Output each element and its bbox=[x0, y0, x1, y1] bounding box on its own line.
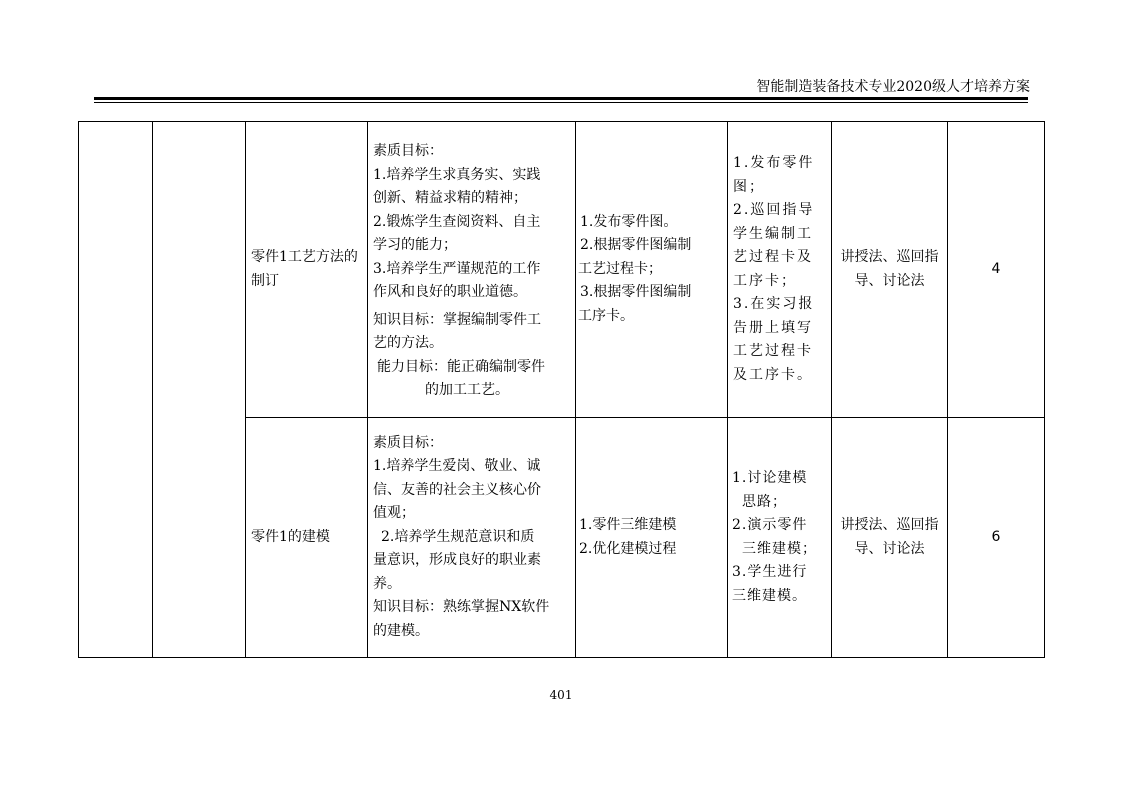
activity-line: 艺过程卡及 bbox=[733, 249, 813, 265]
activity-line: 工序卡； bbox=[733, 272, 797, 289]
objective-line: 量意识，形成良好的职业素 bbox=[373, 552, 541, 569]
objective-line: 知识目标：掌握编制零件工 bbox=[373, 311, 541, 328]
objective-line: 素质目标： bbox=[373, 434, 443, 451]
column-divider bbox=[575, 122, 576, 657]
objective-line: 2.培养学生规范意识和质 bbox=[381, 528, 535, 545]
objective-line: 3.培养学生严谨规范的工作 bbox=[373, 260, 541, 277]
activity-line: 2.巡回指导 bbox=[733, 202, 815, 218]
method-line: 讲授法、巡回指 bbox=[840, 517, 939, 533]
content-line: 3.根据零件图编制 bbox=[580, 284, 692, 301]
course-table bbox=[78, 121, 1045, 658]
table-row-2-content-cell bbox=[579, 418, 727, 657]
objective-line: 的加工工艺。 bbox=[425, 382, 509, 399]
objective-line: 1.培养学生爱岗、敬业、诚 bbox=[373, 458, 541, 475]
activity-line: 三维建模。 bbox=[732, 587, 807, 604]
objective-line: 能力目标：能正确编制零件 bbox=[377, 358, 545, 375]
task-name: 零件1的建模 bbox=[251, 528, 330, 545]
content-line: 2.优化建模过程 bbox=[579, 540, 677, 557]
column-divider bbox=[367, 122, 368, 657]
column-divider bbox=[152, 122, 153, 657]
page-number: 401 bbox=[549, 688, 573, 702]
method-line: 导、讨论法 bbox=[854, 540, 925, 557]
objective-line: 值观； bbox=[373, 505, 415, 522]
objective-line: 艺的方法。 bbox=[373, 335, 443, 352]
header-rule-thin bbox=[94, 102, 1028, 103]
activity-line: 3.在实习报 bbox=[733, 296, 815, 312]
objective-line: 的建模。 bbox=[373, 622, 429, 639]
table-row-2-objectives-cell bbox=[373, 418, 573, 657]
objective-line: 学习的能力； bbox=[373, 237, 457, 254]
task-name: 零件1工艺方法的制订 bbox=[251, 249, 358, 289]
hours-value: 4 bbox=[991, 260, 1001, 277]
table-row-1-objectives-cell bbox=[373, 122, 573, 417]
activity-line: 及工序卡。 bbox=[733, 366, 813, 383]
content-line: 1.发布零件图。 bbox=[580, 213, 678, 230]
activity-line: 三维建模； bbox=[742, 540, 817, 557]
activity-line: 思路； bbox=[742, 493, 787, 510]
table-row-1-activity-cell bbox=[733, 122, 831, 417]
table-row-2-hours-cell bbox=[948, 418, 1044, 657]
objective-line: 2.锻炼学生查阅资料、自主 bbox=[373, 213, 541, 230]
header-rule-thick bbox=[94, 97, 1028, 100]
table-row-1-method-cell bbox=[832, 122, 947, 417]
table-row-1-hours-cell bbox=[948, 122, 1044, 417]
method-line: 讲授法、巡回指 bbox=[840, 249, 939, 265]
table-row-2-name-cell bbox=[251, 418, 367, 657]
objective-line: 创新、精益求精的精神； bbox=[373, 190, 527, 207]
content-line: 工艺过程卡； bbox=[578, 260, 662, 277]
document-header-title: 智能制造装备技术专业2020级人才培养方案 bbox=[756, 79, 1030, 95]
activity-line: 学生编制工 bbox=[733, 225, 813, 242]
objective-line: 作风和良好的职业道德。 bbox=[373, 284, 527, 301]
table-row-1-name-cell bbox=[251, 122, 367, 417]
activity-line: 1.讨论建模 bbox=[732, 470, 808, 486]
objective-line: 知识目标：熟练掌握NX软件 bbox=[373, 599, 550, 616]
activity-line: 告册上填写 bbox=[733, 319, 813, 336]
column-divider bbox=[245, 122, 246, 657]
objective-line: 信、友善的社会主义核心价 bbox=[373, 481, 541, 498]
objective-line: 养。 bbox=[373, 575, 401, 592]
table-row-2-activity-cell bbox=[732, 418, 830, 657]
content-line: 工序卡。 bbox=[578, 307, 634, 324]
hours-value: 6 bbox=[991, 528, 1001, 545]
activity-line: 工艺过程卡 bbox=[733, 343, 813, 359]
objective-line: 素质目标： bbox=[373, 143, 443, 160]
column-divider bbox=[727, 122, 728, 657]
content-line: 1.零件三维建模 bbox=[579, 517, 677, 533]
activity-line: 图； bbox=[733, 178, 765, 195]
table-row-2-method-cell bbox=[832, 418, 947, 657]
table-row-1-content-cell bbox=[578, 122, 726, 417]
activity-line: 1.发布零件 bbox=[733, 155, 815, 171]
activity-line: 2.演示零件 bbox=[732, 517, 808, 533]
objective-line: 1.培养学生求真务实、实践 bbox=[373, 166, 541, 183]
activity-line: 3.学生进行 bbox=[732, 564, 808, 580]
content-line: 2.根据零件图编制 bbox=[580, 237, 692, 254]
method-line: 导、讨论法 bbox=[854, 272, 925, 289]
